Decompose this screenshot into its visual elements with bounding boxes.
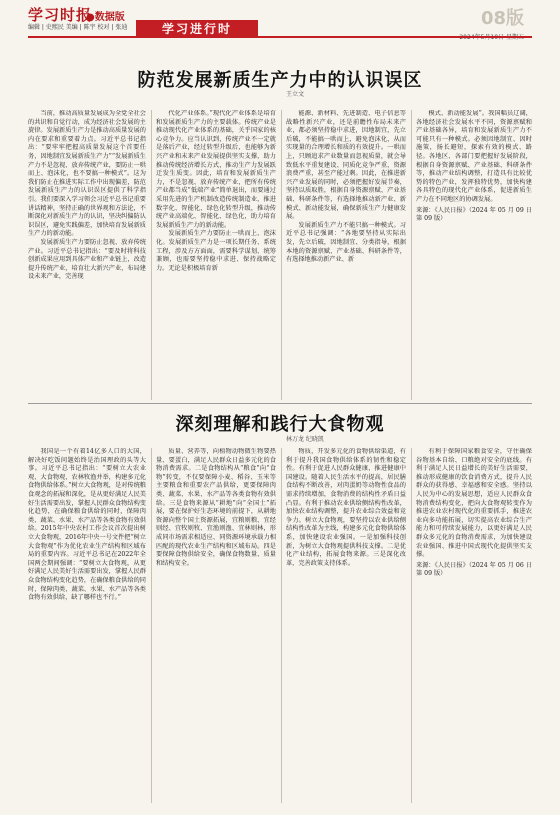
article1-paragraph: 代化产业体系。”现代化产业体系是培育和发展新质生产力的主要载体。传统产业是推动现代化产业体系的基础，关乎国家的核心竞争力。应当认识到，传统产业不一定就是落后产业，经过转型升级后，也能够为新兴产业和未来产业发展提供坚实支撑，助力推动传统经济增长方式，推动生产力发展跃迁发生质变。因此，培育和发展新质生产力，不是忽视、放弃传统产业，把所有传统产业都当成“低端产业”简单退出，而要通过采用先进的生产机制改造传统制造业，推进数字化、智能化、绿色化转型升级，推动传统产业高端化、智能化、绿色化，助力培育发展新质生产力的新动能。 [156, 110, 276, 229]
article2-paragraph: 有利于保障国家粮食安全，守住确保谷物基本自给、口粮绝对安全的底线。有利于满足人民日益增长的美好生活需要，推动形成健康的饮食消费方式，提升人民群众的获得感、幸福感和安全感。坚持以人民为中心的发展思想，适应人民群众食物消费结构变化，把向大食物观转变作为推进农业农村现代化的重要抓手，推进农业向多功能拓展，切实提高农业综合生产能力和可持续发展能力，以更好满足人民群众多元化的食物消费需求，为加快建设农业强国、推进中国式现代化提供坚实支撑。 [416, 448, 532, 559]
article2-column-2 [156, 448, 276, 803]
article1-column-2 [156, 110, 276, 400]
article2-paragraph: 我国是一个有着14亿多人口的大国，解决好吃饭问题始终是治国理政的头等大事。习近平总书记指出：“要树立大农业观、大食物观，农林牧渔并举，构建多元化食物供给体系。”树立大食物观，是对传统粮食观念的拓展和深化，是从更好满足人民美好生活需要出发，掌握人民群众食物结构变化趋势，在确保粮食供给的同时，保障肉类、蔬菜、水果、水产品等各类食物有效供给。2015年中央农村工作会议首次提出树立大食物观，2016年中央一号文件把“树立大食物观”作为优化农业生产结构和区域布局的重要内容。习近平总书记在2022年全国两会期间强调：“要树立大食物观，从更好满足人民美好生活需要出发，掌握人民群众食物结构变化趋势，在确保粮食供给的同时，保障肉类、蔬菜、水果、水产品等各类食物有效供给，缺了哪样也不行。” [28, 448, 146, 602]
article2-byline: 林万龙 纪晓凯 [286, 436, 324, 443]
article1-paragraph: 模式、新动能发展”。我国幅员辽阔，各地经济社会发展水平不同，资源禀赋和产业基础各异，培育和发展新质生产力不可能只有一种模式。必须因地制宜、因时施策，扬长避短，探索有效的模式、路径。各地区、各部门要把握好发展阶段，根据自身资源禀赋、产业基础、科研条件等，推动产业结构调整，打造具有比较优势的特色产业，发挥独特优势，加快构建各具特色的现代化产业体系，促进新质生产力在不同地区的协调发展。 [416, 110, 532, 203]
edition-label: ●数据版 [86, 12, 125, 23]
section-banner: 学习进行时 [136, 20, 258, 38]
article1-column-4 [416, 110, 532, 400]
article2-paragraph: 质量、营养等，向植物动物微生物要热量、要蛋白，满足人民群众日益多元化的食物消费需求。二是食物结构从“粮食”向“食物”转变，不仅要保障小麦、稻谷、玉米等主要粮食和重要农产品供给，更要保障肉类、蔬菜、水果、水产品等各类食物有效供给。三是食物来源从“耕地”向“全国土”拓展，要在保护好生态环境的前提下，从耕地资源向整个国土资源拓展，宜粮则粮、宜经则经、宜牧则牧、宜渔则渔、宜林则林，形成同市场需求相适应、同资源环境承载力相匹配的现代农业生产结构和区域布局。四是要保障食物供给安全，确保食物数量、质量和结构安全。 [156, 448, 276, 567]
article1-column-3 [286, 110, 406, 400]
article2-column-4 [416, 448, 532, 803]
newspaper-logo: 学习时报 [28, 6, 93, 24]
article2-title[interactable]: 深刻理解和践行大食物观 [175, 414, 385, 435]
page-number [481, 4, 524, 30]
column-divider [151, 448, 152, 803]
article1-paragraph: 当前，推动高质量发展成为全党全社会的共识和自觉行动，成为经济社会发展的主旋律。发展新质生产力是推动高质量发展的内在要求和重要着力点。习近平总书记指出：“要牢牢把握高质量发展这个首要任务，因地制宜发展新质生产力”“发展新质生产力不是忽视、放弃传统产业，要防止一哄而上、泡沫化，也不要搞一种模式”。这为我们防止在推进实际工作中出现偏差，防范发展新质生产力的认识误区提供了科学指引。我们要深入学习领会习近平总书记重要讲话精神，坚持正确的世界观和方法论，不断深化对新质生产力的认识，坚决纠偏防认识误区，避免实践偏差，加快培育发展新质生产力的新动能。 [28, 110, 146, 238]
column-divider [411, 110, 412, 400]
column-divider [281, 110, 282, 400]
editors-line: 编辑 | 史熙民 美编 | 陈宇 校对 | 张迪 [28, 24, 128, 31]
article1-byline: 王立文 [286, 91, 305, 98]
masthead [0, 0, 560, 30]
column-divider [281, 448, 282, 803]
article1-paragraph: 发展新质生产力要防止忽视、放弃传统产业。习近平总书记指出：“要及时将科技创新成果应用到具体产业和产业链上，改造提升传统产业，培育壮大新兴产业，布局建设未来产业，完善现 [28, 238, 146, 281]
section-rule [28, 36, 532, 38]
article2-source: 来源：《人民日报》（2024 年 05 月 06 日 第 09 版） [416, 561, 532, 578]
article1-paragraph: 发展新质生产力要防止一哄而上、泡沫化。发展新质生产力是一项长期任务、系统工程，涉及方方面面，需要科学谋划、统筹兼顾，也需要坚持稳中求进、保持战略定力。无论是积极培育新 [156, 230, 276, 272]
article1-column-1 [28, 110, 146, 400]
article1-title[interactable]: 防范发展新质生产力中的认识误区 [137, 70, 423, 91]
column-divider [151, 110, 152, 400]
article1-source: 来源：《人民日报》（2024 年 05 月 09 日 第 09 版） [416, 206, 532, 223]
article2-paragraph: 物质，开发多元化的食物供给渠道，有利于提升我国食物供给体系的韧性和稳定性。有利于促进人民群众健康，推进健康中国建设。随着人民生活水平的提高，居民膳食结构不断改善，对肉蛋奶等动物性食品的需求持续增加，食物消费的结构性矛盾日益凸显。有利于推动农业供给侧结构性改革，加快农业结构调整，提升农业综合效益和竞争力。树立大食物观，要坚持以农业供给侧结构性改革为主线，构建多元化食物供给体系，加快建设农业强国。一是加强科技创新，为树立大食物观提供科技支撑。二是优化产业结构，拓展食物来源。三是深化改革，完善政策支持体系。 [286, 448, 406, 567]
column-divider [411, 448, 412, 803]
article1-paragraph: 能源、新材料、先进制造、电子信息等战略性新兴产业，还是前瞻性布局未来产业，都必须坚持稳中求进，因地制宜，先立后破，不能搞一哄而上，避免泡沫化，从而实现量的合理增长和质的有效提升。一哄而上，只顾追求产业数量而忽视质量，就会导致低水平重复建设、同质化竞争严重，资源浪费严重，甚至产能过剩。因此，在推进新兴产业发展的同时，必须把握好发展节奏，坚持以质取胜，根据自身资源禀赋、产业基础、科研条件等，有选择地推动新产业、新模式、新动能发展，确保新质生产力健康发展。 [286, 110, 406, 221]
article2-column-1 [28, 448, 146, 803]
page-number-suffix: 版 [506, 8, 524, 29]
article2-column-3 [286, 448, 406, 803]
article-separator [28, 403, 532, 404]
article1-paragraph: 发展新质生产力不能只搞一种模式。习近平总书记强调：“各地要坚持从实际出发，先立后破，因地制宜、分类指导，根据本地的资源禀赋、产业基础、科研条件等，有选择地推动新产业、新 [286, 221, 406, 264]
page-number-value: 08 [480, 8, 506, 29]
